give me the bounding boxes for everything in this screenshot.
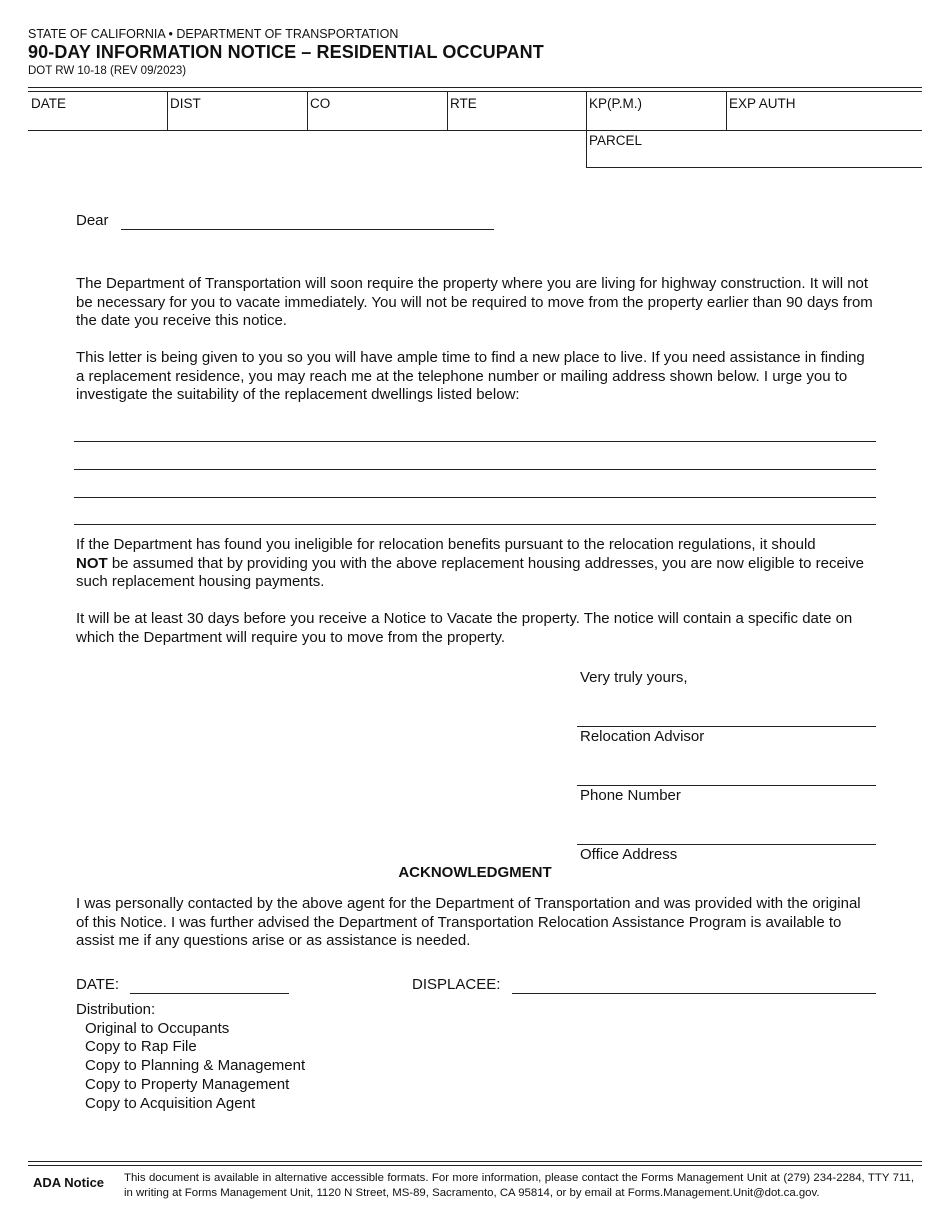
distribution-title: Distribution:: [76, 1001, 156, 1018]
dwelling-input-line[interactable]: [74, 497, 876, 498]
form-number: DOT RW 10-18 (REV 09/2023): [28, 65, 187, 77]
dwelling-input-line[interactable]: [74, 524, 876, 525]
field-row-rule: [28, 130, 922, 131]
paragraph-2: This letter is being given to you so you will have ample time to find a new place to live. If you need assistance in finding a replacement residence, you may reach me at the telephone number or mailing address shown below. I urge you to investigate the suitability of the replacement dwellings listed below:: [76, 349, 865, 404]
paragraph-3-start: If the Department has found you ineligible for relocation benefits pursuant to the relocation regulations, it should: [76, 536, 816, 553]
field-divider: [167, 92, 168, 130]
dist-field[interactable]: DIST: [170, 96, 201, 111]
field-divider: [726, 92, 727, 130]
dwelling-input-line[interactable]: [74, 469, 876, 470]
distribution-item: Original to Occupants: [85, 1019, 230, 1037]
distribution-item: Copy to Rap File: [85, 1038, 197, 1056]
date-field[interactable]: DATE: [31, 96, 67, 111]
footer-rule-bottom: [28, 1165, 922, 1166]
paragraph-3-emphasis: NOT: [76, 554, 108, 572]
ada-notice-label: ADA Notice: [33, 1175, 105, 1190]
distribution-item: Copy to Property Management: [85, 1075, 290, 1093]
footer-rule-top: [28, 1161, 922, 1162]
ack-date-input-line[interactable]: [130, 993, 289, 994]
parcel-row-rule: [586, 167, 922, 168]
parcel-field[interactable]: PARCEL: [589, 133, 643, 148]
co-field[interactable]: CO: [310, 96, 331, 111]
closing: Very truly yours,: [580, 669, 688, 686]
header-rule-top: [28, 87, 922, 88]
paragraph-1: The Department of Transportation will soon require the property where you are living for highway construction. It will not be necessary for you to vacate immediately. You will not be required to move from the property earlier than 90 days from the date you receive this notice.: [76, 275, 873, 330]
displacee-label: DISPLACEE:: [412, 976, 501, 993]
acknowledgment-text: I was personally contacted by the above agent for the Department of Transportation and was provided with the original of this Notice. I was further advised the Department of Transportation Relocation Assistance Program is available to assist me if any questions arise or as assistance is needed.: [76, 895, 861, 950]
paragraph-3: [76, 536, 876, 592]
office-address-label: Office Address: [580, 846, 678, 863]
distribution-item: Copy to Acquisition Agent: [85, 1094, 256, 1112]
kp-field[interactable]: KP(P.M.): [589, 96, 643, 111]
agency-line: STATE OF CALIFORNIA • DEPARTMENT OF TRANSPORTATION: [28, 27, 399, 41]
field-divider: [447, 92, 448, 130]
form-title: 90-DAY INFORMATION NOTICE – RESIDENTIAL OCCUPANT: [28, 42, 544, 62]
ada-notice-text: This document is available in alternative accessible formats. For more information, please contact the Forms Management Unit at (279) 234-2284, TTY 711, in writing at Forms Management Unit, 1120 N Street, MS-89, Sacramento, CA 95814, or by email at Forms.Management.Unit@dot.ca.gov.: [124, 1172, 914, 1200]
salutation: Dear: [76, 212, 109, 229]
distribution-list: [76, 1001, 305, 1113]
addressee-input-line[interactable]: [121, 229, 494, 230]
exp-auth-field[interactable]: EXP AUTH: [729, 96, 796, 111]
phone-input-line[interactable]: [577, 785, 876, 786]
distribution-item: Copy to Planning & Management: [85, 1057, 306, 1075]
relocation-advisor-label: Relocation Advisor: [580, 728, 705, 745]
office-address-input-line[interactable]: [577, 844, 876, 845]
paragraph-4: It will be at least 30 days before you receive a Notice to Vacate the property. The notice will contain a specific date on which the Department will require you to move from the property.: [76, 610, 853, 646]
advisor-input-line[interactable]: [577, 726, 876, 727]
rte-field[interactable]: RTE: [450, 96, 477, 111]
dwelling-input-line[interactable]: [74, 441, 876, 442]
phone-number-label: Phone Number: [580, 787, 681, 804]
ack-date-label: DATE:: [76, 976, 120, 993]
acknowledgment-title: ACKNOWLEDGMENT: [398, 864, 552, 881]
field-divider: [307, 92, 308, 130]
header-rule-bottom: [28, 91, 922, 92]
paragraph-3-end: be assumed that by providing you with the above replacement housing addresses, you are now eligible to receive such replacement housing payments.: [76, 554, 864, 591]
displacee-input-line[interactable]: [512, 993, 876, 994]
